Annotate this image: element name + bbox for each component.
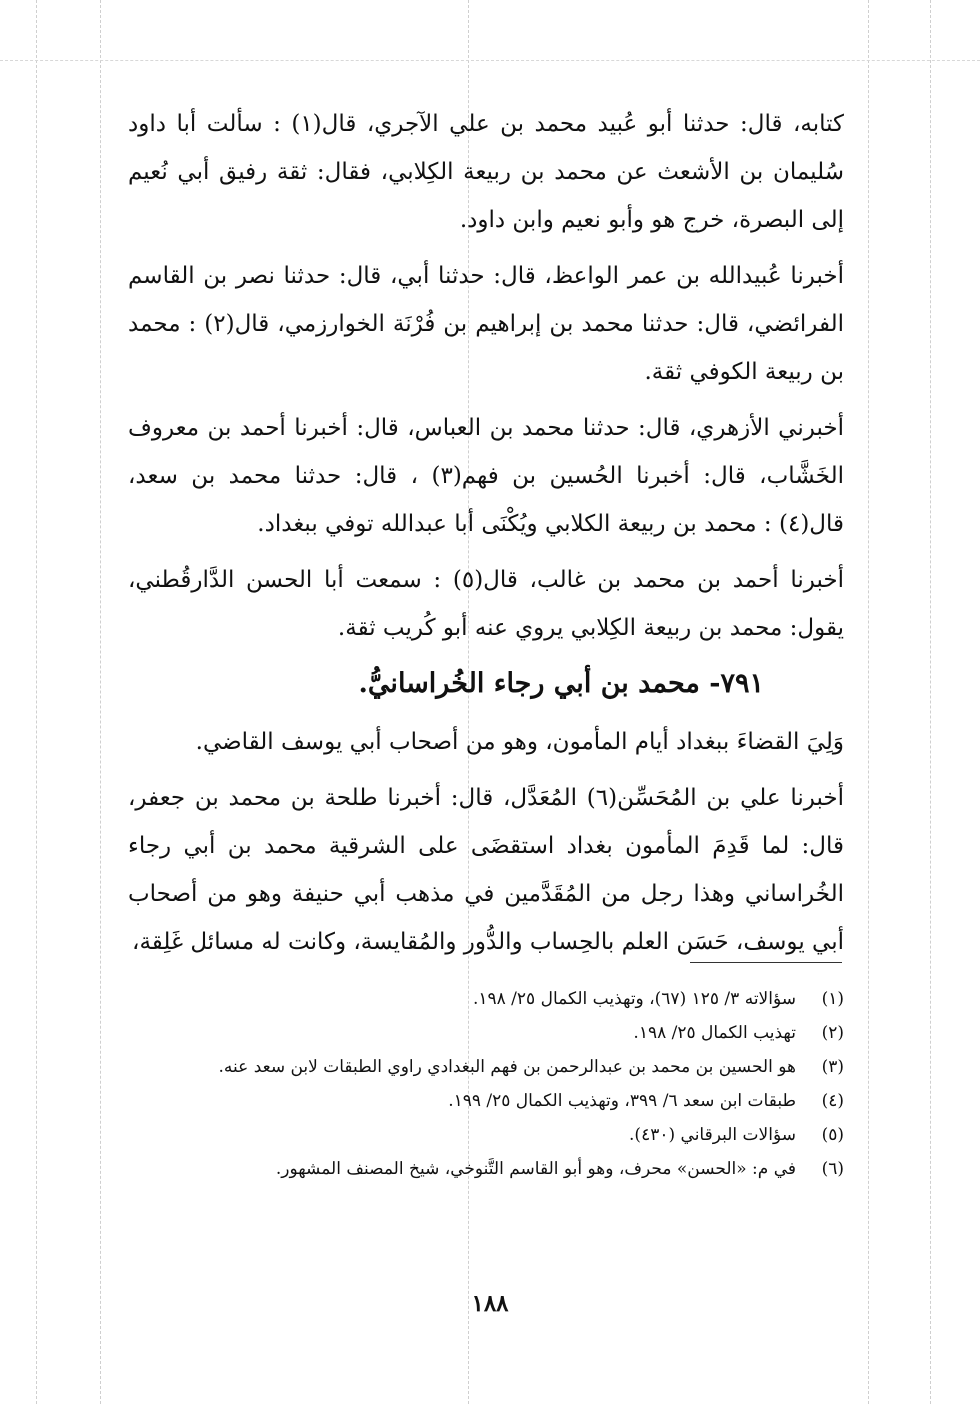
footnote-text: سؤالات البرقاني (٤٣٠). [629,1125,796,1145]
footnote-text: هو الحسين بن محمد بن عبدالرحمن بن فهم البغدادي راوي الطبقات لابن سعد عنه. [218,1057,796,1077]
footnote-number: (٦) [821,1159,844,1179]
paragraph: أخبرني الأزهري، قال: حدثنا محمد بن العباس، قال: أخبرنا أحمد بن معروف الخَشَّاب، قال: أخبرنا الحُسين بن فهم(٣) ، قال: حدثنا محمد بن سعد، قال(٤) : محمد بن ربيعة الكلابي ويُكْنَى أبا عبدالله توفي ببغداد. [128,415,844,537]
paragraph: وَلِيَ القضاءَ ببغداد أيام المأمون، وهو من أصحاب أبي يوسف القاضي. [195,729,844,755]
footnote-separator [690,962,842,963]
footnote-text: سؤالاته ٣/ ١٢٥ (٦٧)، وتهذيب الكمال ٢٥/ ١٩٨. [472,989,796,1009]
scan-guide-line [100,0,101,1404]
footnote [128,1118,844,1152]
footnote-text: في م: «الحسن» محرف، وهو أبو القاسم التَّنوخي، شيخ المصنف المشهور. [275,1159,796,1179]
paragraph: أخبرنا أحمد بن محمد بن غالب، قال(٥) : سمعت أبا الحسن الدَّارقُطني، يقول: محمد بن ربيعة الكِلابي يروي عنه أبو كُريب ثقة. [128,567,844,641]
footnote [128,1152,844,1186]
footnote [128,1084,844,1118]
footnote-text: تهذيب الكمال ٢٥/ ١٩٨. [633,1023,796,1043]
footnote-number: (٥) [821,1125,844,1145]
paragraph: أخبرنا عُبيدالله بن عمر الواعظ، قال: حدثنا أبي، قال: حدثنا نصر بن القاسم الفرائضي، قال: حدثنا محمد بن إبراهيم بن فُرْنَة الخوارزمي، قال(٢) : محمد بن ربيعة الكوفي ثقة. [128,263,844,385]
footnote [128,1016,844,1050]
paragraph: كتابه، قال: حدثنا أبو عُبيد محمد بن علي الآجري، قال(١) : سألت أبا داود سُليمان بن الأشعث عن محمد بن ربيعة الكِلابي، فقال: ثقة رفيق أبي نُعيم إلى البصرة، خرج هو وأبو نعيم وابن داود. [128,111,844,233]
footnote [128,1050,844,1084]
footnote-number: (٣) [821,1057,844,1077]
footnote-text: طبقات ابن سعد ٦/ ٣٩٩، وتهذيب الكمال ٢٥/ ١٩٩. [448,1091,796,1111]
scan-guide-line [36,0,37,1404]
page-number: ١٨٨ [471,1290,509,1317]
footnote-number: (٤) [821,1091,844,1111]
paragraph: أخبرنا علي بن المُحَسِّن(٦) المُعَدَّل، قال: أخبرنا طلحة بن محمد بن جعفر، قال: لما قَدِمَ المأمون بغداد استقضَى على الشرقية محمد بن أبي رجاء الخُراساني وهذا رجل من المُقَدَّمين في مذهب أبي حنيفة وهو من أصحاب أبي يوسف، حَسَن العلم بالحِساب والدُّور والمُقايسة، وكانت له مسائل غَلِقة، [128,785,844,955]
footnotes [128,982,844,1186]
scan-guide-line [0,60,980,61]
footnote-number: (٢) [821,1023,844,1043]
footnote [128,982,844,1016]
entry-heading: ٧٩١- محمد بن أبي رجاء الخُراسانيُّ. [358,668,764,699]
page-body [128,100,844,974]
scan-guide-line [868,0,869,1404]
footnote-number: (١) [821,989,844,1009]
scan-guide-line [930,0,931,1404]
